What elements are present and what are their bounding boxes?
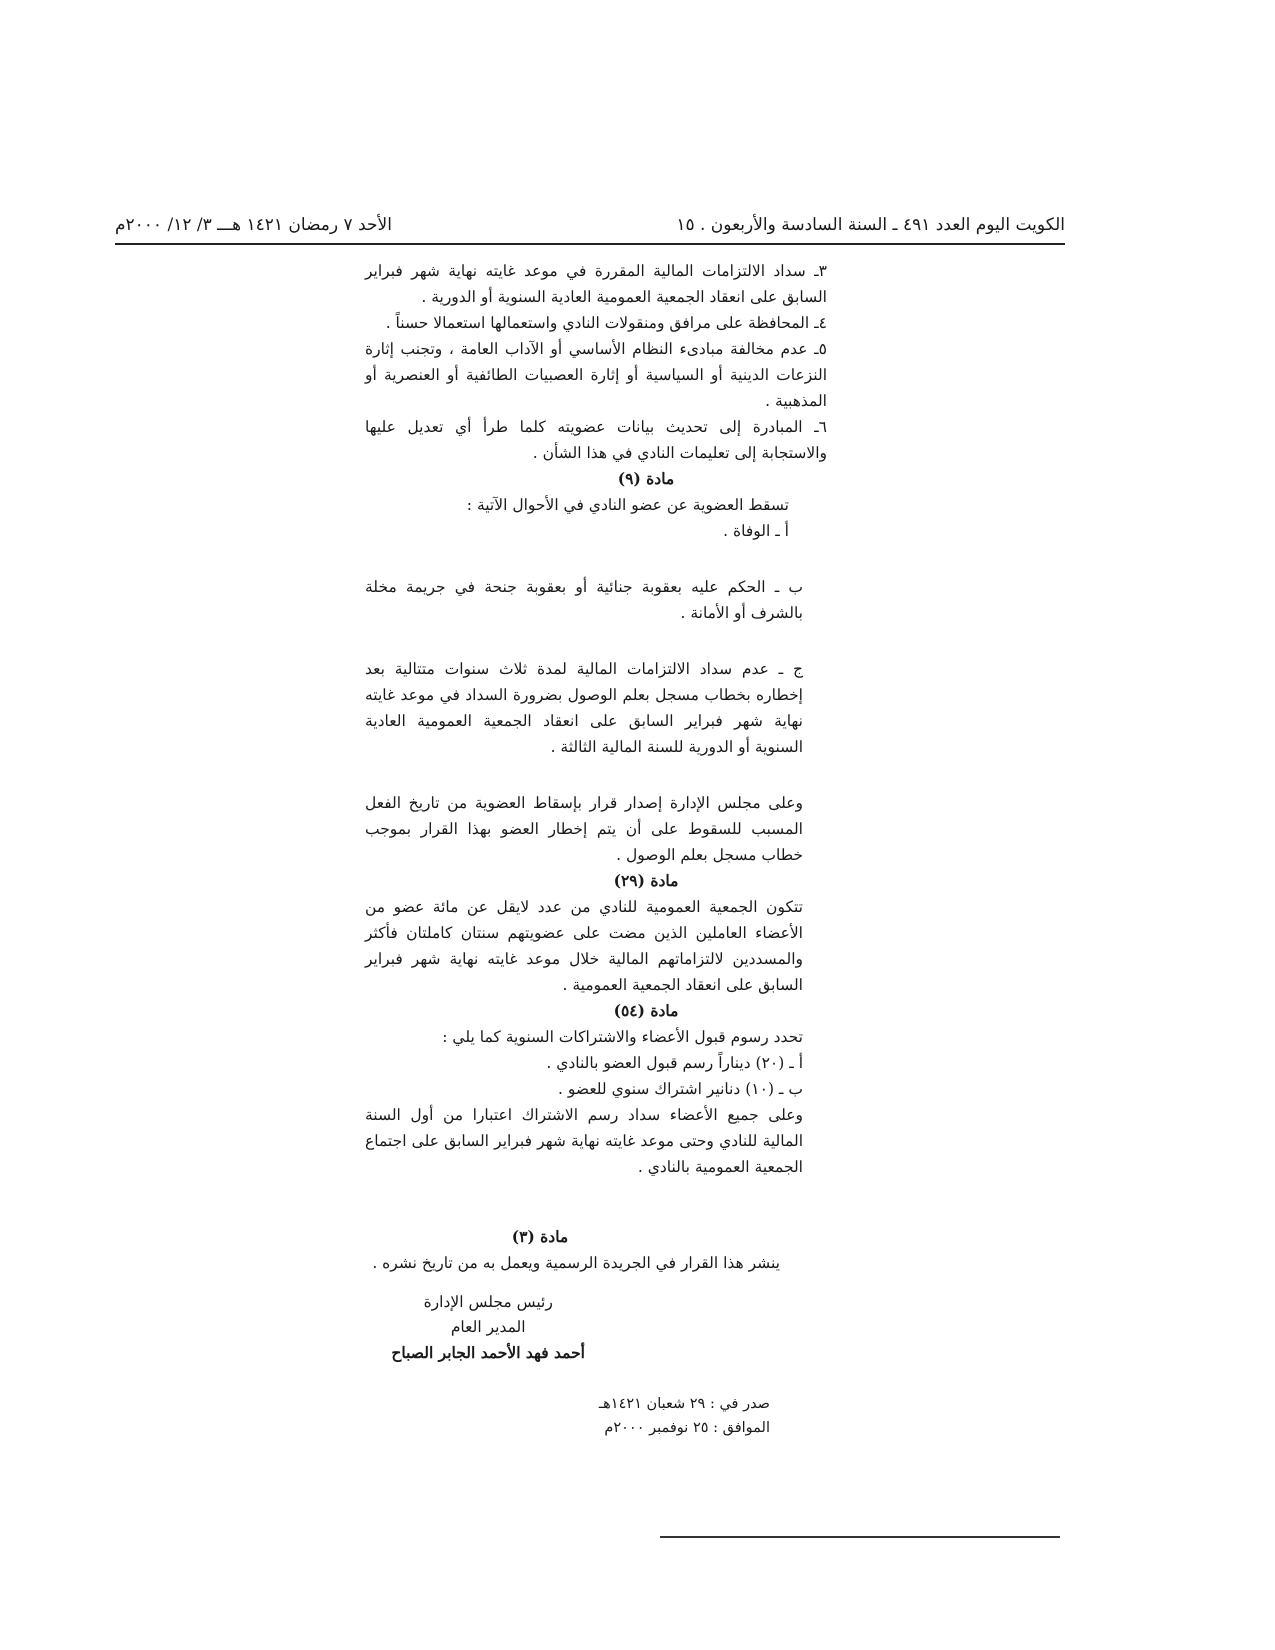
article-29-title: مادة (٢٩) bbox=[613, 871, 679, 890]
issued-hijri-date: صدر في : ٢٩ شعبان ١٤٢١هـ bbox=[598, 1396, 770, 1412]
article-29-text: تتكون الجمعية العمومية للنادي من عدد لايقل عن مائة عضو من الأعضاء العاملين الذين مضت على عضويتهم سنتان كاملتان فأكثر والمسددين لالتزاماتهم المالية خلال موعد غايته نهاية شهر فبراير السابق على انعقاد الجمعية العمومية . bbox=[365, 898, 803, 994]
closing-article bbox=[300, 1224, 780, 1276]
article-54-payment-clause: وعلى جميع الأعضاء سداد رسم الاشتراك اعتبارا من أول السنة المالية للنادي وحتى موعد غايته نهاية شهر فبراير السابق على اجتماع الجمعية العمومية بالنادي . bbox=[365, 1106, 803, 1176]
signature-block bbox=[391, 1290, 585, 1365]
item-4: ٤ـ المحافظة على مرافق ومنقولات النادي واستعمالها استعمالا حسناً . bbox=[385, 314, 827, 332]
item-6: ٦ـ المبادرة إلى تحديث بيانات عضويته كلما طرأ أي تعديل عليها والاستجابة إلى تعليمات النادي في هذا الشأن . bbox=[365, 418, 827, 462]
article-9-item-a: أ ـ الوفاة . bbox=[723, 522, 789, 540]
item-5: ٥ـ عدم مخالفة مبادىء النظام الأساسي أو الآداب العامة ، وتجنب إثارة النزعات الدينية أو السياسية أو إثارة العصبيات الطائفية أو العنصرية أو المذهبية . bbox=[365, 340, 827, 410]
article-9-board-clause: وعلى مجلس الإدارة إصدار قرار بإسقاط العضوية من تاريخ الفعل المسبب للسقوط على أن يتم إخطار العضو بهذا القرار بموجب خطاب مسجل بعلم الوصول . bbox=[365, 794, 803, 864]
article-3-title: مادة (٣) bbox=[511, 1227, 569, 1246]
article-9-intro: تسقط العضوية عن عضو النادي في الأحوال الآتية : bbox=[466, 496, 789, 514]
issued-gregorian-date: الموافق : ٢٥ نوفمبر ٢٠٠٠م bbox=[604, 1420, 770, 1436]
issue-date: الأحد ٧ رمضان ١٤٢١ هـــ ٣/ ١٢/ ٢٠٠٠م bbox=[115, 215, 392, 235]
publication-info: الكويت اليوم العدد ٤٩١ ـ السنة السادسة والأربعون . ١٥ bbox=[676, 215, 1065, 235]
main-text-column bbox=[365, 258, 827, 1180]
article-9-item-c: ج ـ عدم سداد الالتزامات المالية لمدة ثلاث سنوات متتالية بعد إخطاره بخطاب مسجل بعلم الوصول بضرورة السداد في موعد غايته نهاية شهر فبراير السابق على انعقاد الجمعية العمومية العادية السنوية أو الدورية للسنة المالية الثالثة . bbox=[365, 660, 803, 756]
article-9-item-b: ب ـ الحكم عليه بعقوبة جنائية أو بعقوبة جنحة في جريمة مخلة بالشرف أو الأمانة . bbox=[365, 578, 803, 622]
signatory-role-director: المدير العام bbox=[450, 1318, 526, 1336]
article-54-intro: تحدد رسوم قبول الأعضاء والاشتراكات السنوية كما يلي : bbox=[442, 1028, 803, 1046]
issue-dates bbox=[599, 1392, 770, 1440]
signatory-role-chairman: رئيس مجلس الإدارة bbox=[423, 1293, 553, 1311]
article-54-item-b: ب ـ (١٠) دنانير اشتراك سنوي للعضو . bbox=[558, 1080, 803, 1098]
item-3: ٣ـ سداد الالتزامات المالية المقررة في موعد غايته نهاية شهر فبراير السابق على انعقاد الجمعية العمومية العادية السنوية أو الدورية . bbox=[365, 262, 827, 306]
signatory-name: أحمد فهد الأحمد الجابر الصباح bbox=[391, 1343, 585, 1362]
article-54-title: مادة (٥٤) bbox=[613, 1001, 679, 1020]
article-9-title: مادة (٩) bbox=[617, 469, 675, 488]
publish-clause: ينشر هذا القرار في الجريدة الرسمية ويعمل به من تاريخ نشره . bbox=[372, 1254, 780, 1272]
article-54-item-a: أ ـ (٢٠) ديناراً رسم قبول العضو بالنادي . bbox=[546, 1054, 803, 1072]
page-header bbox=[115, 213, 1065, 245]
footer-rule bbox=[660, 1536, 1060, 1538]
